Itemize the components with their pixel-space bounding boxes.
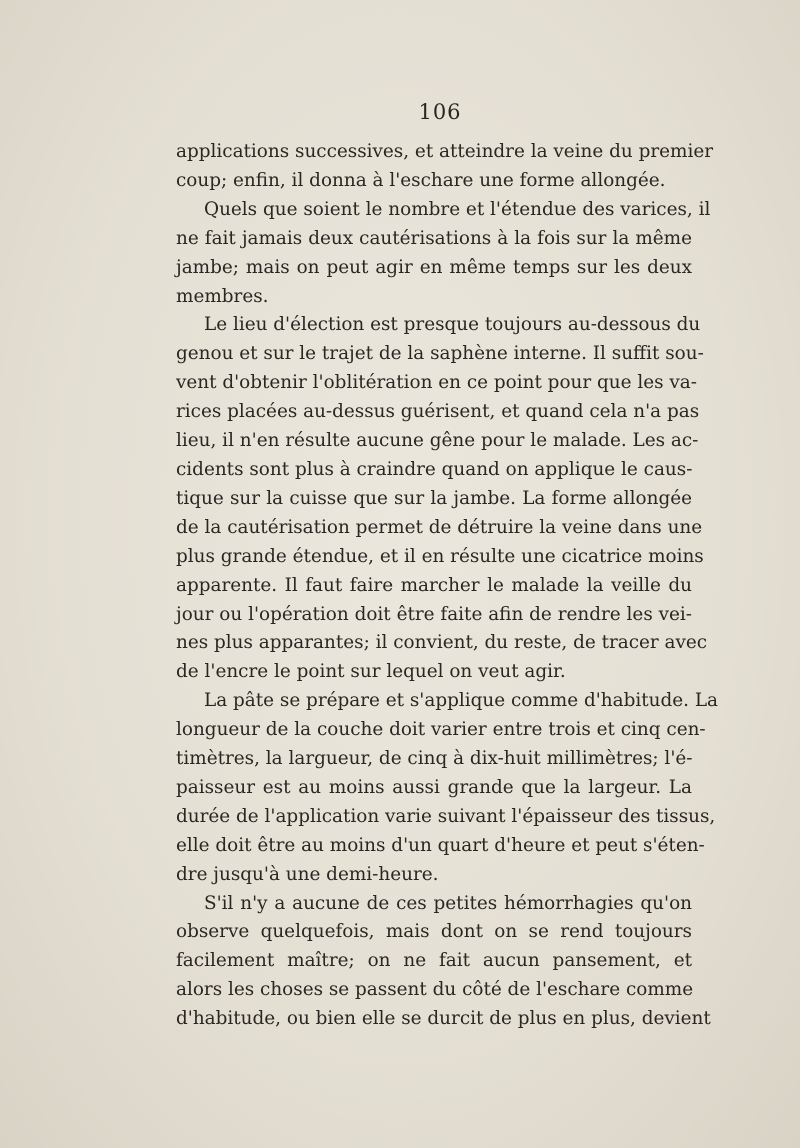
text-line: vent d'obtenir l'oblitération en ce point pour que les va-	[176, 372, 697, 394]
text-line: jambe; mais on peut agir en même temps sur les deux	[176, 256, 692, 278]
text-line: ne fait jamais deux cautérisations à la fois sur la même	[176, 227, 692, 249]
text-line: S'il n'y a aucune de ces petites hémorrhagies qu'on	[204, 892, 692, 914]
body-text	[176, 138, 719, 1034]
text-line: La pâte se prépare et s'applique comme d'habitude. La	[204, 690, 719, 712]
text-line: paisseur est au moins aussi grande que la largeur. La	[176, 776, 692, 798]
text-line: membres.	[176, 285, 269, 307]
text-line: d'habitude, ou bien elle se durcit de plus en plus, devient	[176, 1008, 711, 1030]
page-number: 106	[418, 100, 462, 124]
text-line: coup; enfin, il donna à l'eschare une forme allongée.	[176, 169, 666, 191]
text-line: tique sur la cuisse que sur la jambe. La forme allongée	[176, 487, 692, 509]
text-line: facilement maître; on ne fait aucun pansement, et	[176, 950, 692, 972]
text-line: lieu, il n'en résulte aucune gêne pour le malade. Les ac-	[176, 430, 699, 452]
paragraph	[176, 138, 714, 196]
text-line: dre jusqu'à une demi-heure.	[176, 863, 439, 885]
text-line: alors les choses se passent du côté de l'eschare comme	[176, 979, 694, 1001]
text-line: applications successives, et atteindre la veine du premier	[176, 141, 714, 162]
paragraph	[176, 687, 719, 889]
text-line: apparente. Il faut faire marcher le malade la veille du	[176, 574, 692, 596]
text-line: Quels que soient le nombre et l'étendue des varices, il	[204, 198, 711, 220]
text-line: observe quelquefois, mais dont on se rend toujours	[176, 921, 692, 943]
text-line: jour ou l'opération doit être faite afin de rendre les vei-	[176, 603, 692, 625]
text-line: rices placées au-dessus guérisent, et quand cela n'a pas	[176, 401, 700, 423]
text-line: Le lieu d'élection est presque toujours au-dessous du	[204, 314, 701, 336]
text-line: de l'encre le point sur lequel on veut agir.	[176, 661, 566, 683]
text-line: elle doit être au moins d'un quart d'heure et peut s'éten-	[176, 834, 705, 856]
text-line: cidents sont plus à craindre quand on applique le caus-	[176, 458, 693, 480]
text-line: longueur de la couche doit varier entre trois et cinq cen-	[176, 719, 706, 741]
paragraph	[176, 196, 711, 312]
text-line: plus grande étendue, et il en résulte une cicatrice moins	[176, 545, 704, 567]
paragraph	[176, 890, 711, 1035]
paragraph	[176, 311, 708, 687]
text-line: nes plus apparantes; il convient, du reste, de tracer avec	[176, 632, 708, 654]
text-line: timètres, la largueur, de cinq à dix-huit millimètres; l'é-	[176, 748, 693, 770]
text-line: de la cautérisation permet de détruire la veine dans une	[176, 516, 703, 538]
text-line: genou et sur le trajet de la saphène interne. Il suffit sou-	[176, 343, 704, 365]
text-line: durée de l'application varie suivant l'épaisseur des tissus,	[176, 805, 716, 827]
